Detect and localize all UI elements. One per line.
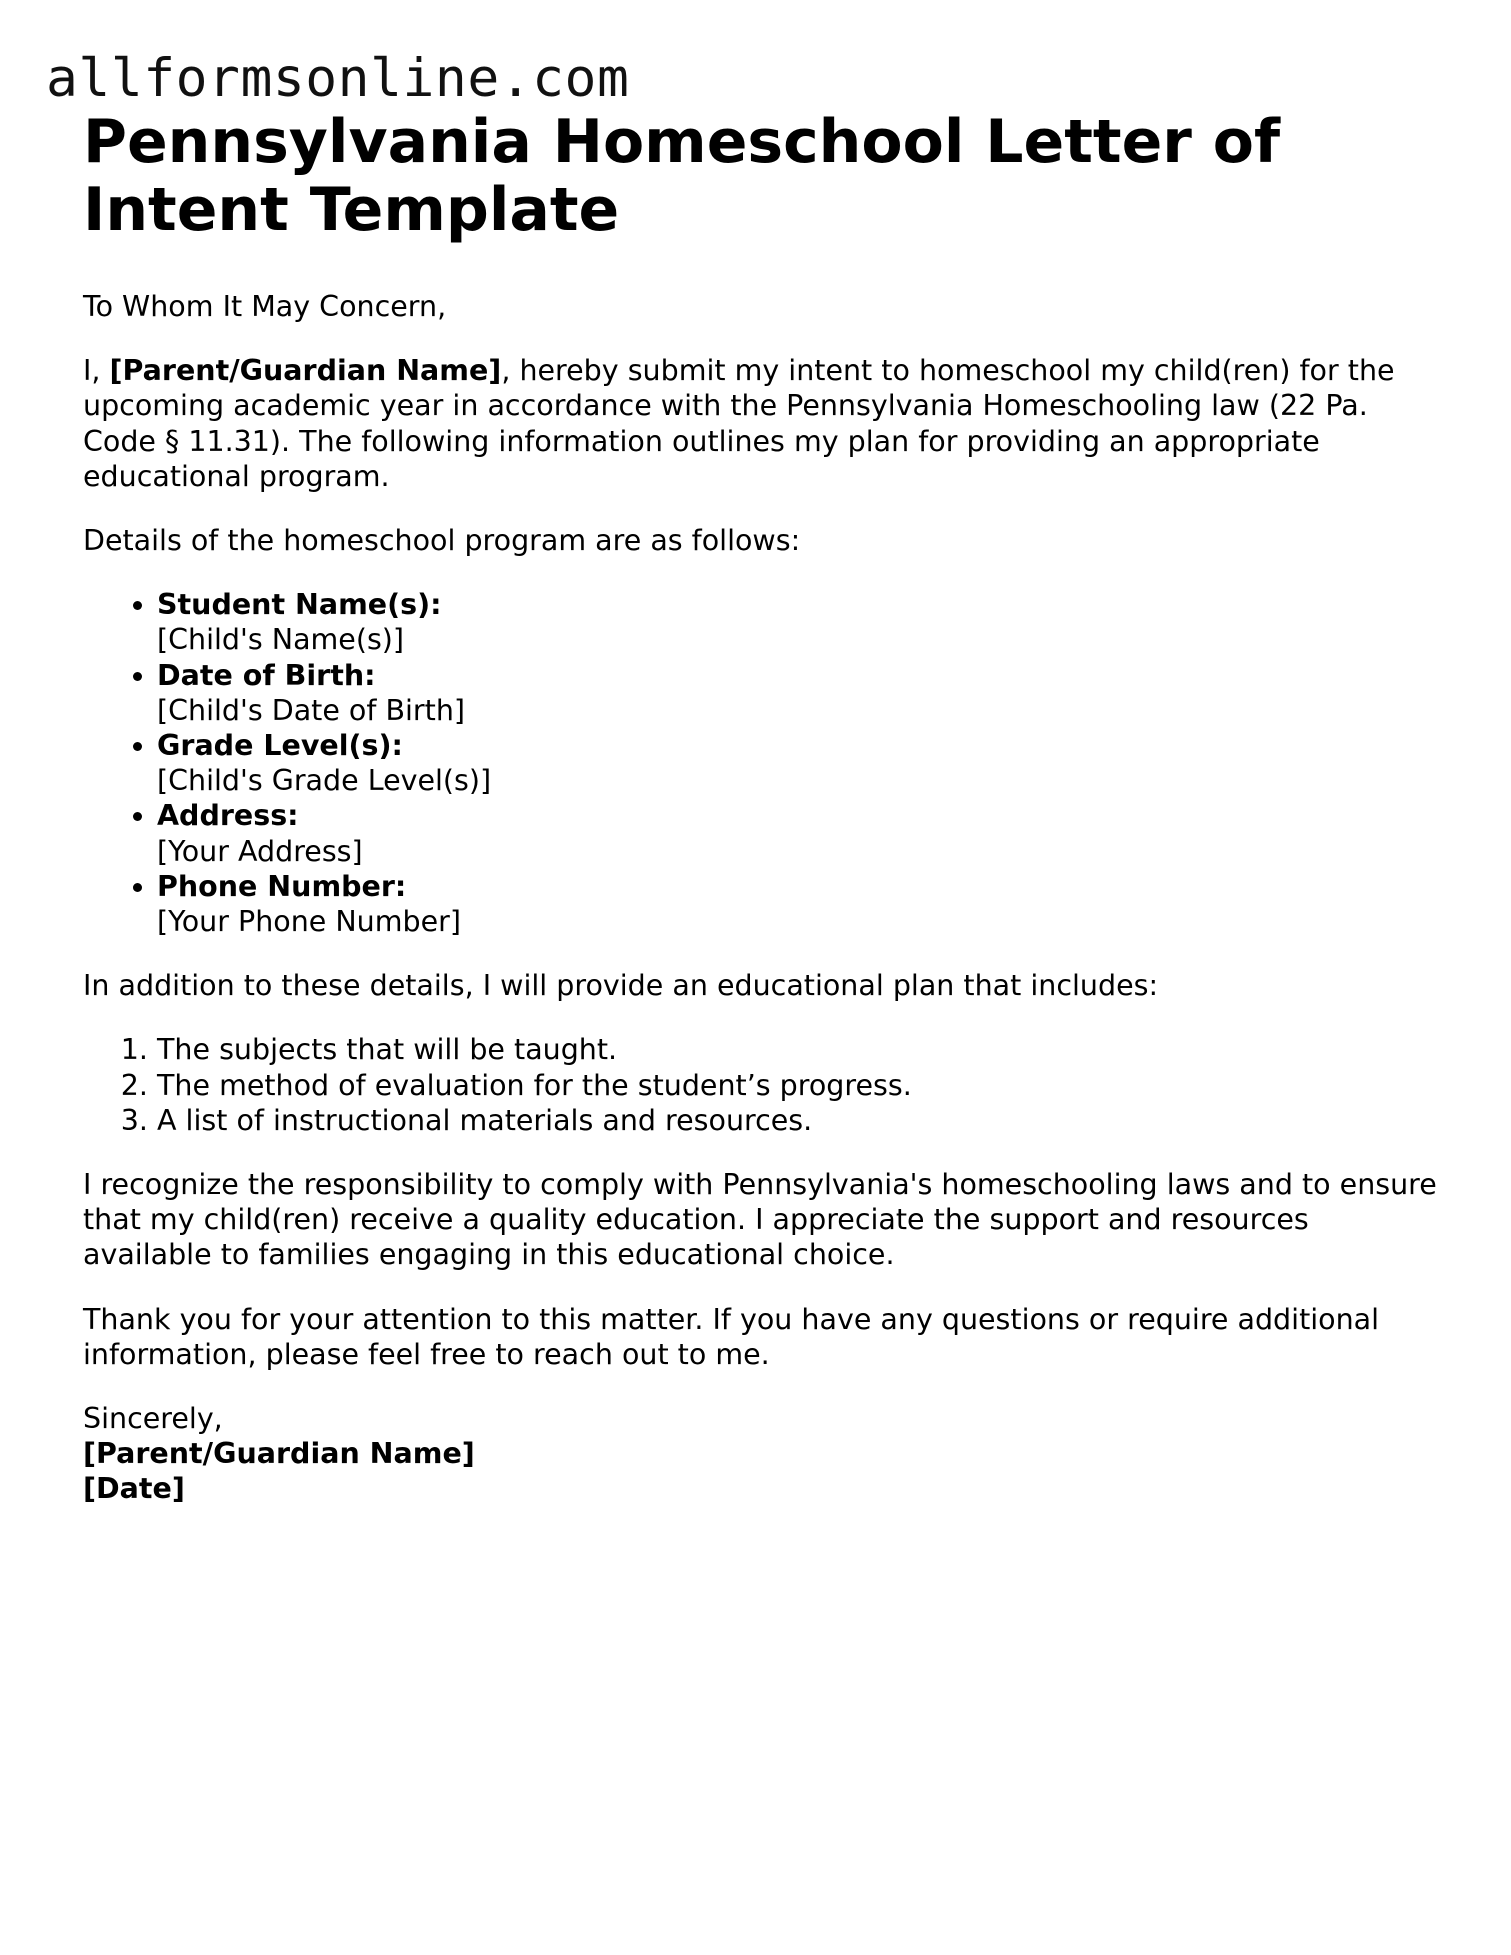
detail-value-student-names: [Child's Name(s)] — [157, 623, 405, 657]
list-item — [157, 869, 1443, 939]
list-item: 2. The method of evaluation for the student’s progress. — [157, 1068, 1443, 1103]
detail-label-address: • Address: — [157, 799, 299, 833]
detail-value-phone-number: [Your Phone Number] — [157, 905, 461, 939]
plan-intro: In addition to these details, I will provide an educational plan that includes: — [83, 969, 1159, 1003]
intro-prefix: I, — [83, 354, 110, 388]
list-item — [157, 587, 1443, 657]
salutation: To Whom It May Concern, — [83, 290, 447, 323]
signature-name-placeholder: [Parent/Guardian Name] — [83, 1437, 475, 1471]
detail-label-date-of-birth: • Date of Birth: — [157, 658, 376, 692]
intro-paragraph — [83, 353, 1443, 494]
details-list — [83, 587, 1443, 939]
valediction: Sincerely, — [83, 1402, 223, 1436]
details-intro: Details of the homeschool program are as follows: — [83, 524, 801, 558]
thanks-paragraph: Thank you for your attention to this matter. If you have any questions or require additional information, please feel free to reach out to me. — [83, 1302, 1380, 1371]
detail-value-grade-levels: [Child's Grade Level(s)] — [157, 764, 492, 798]
detail-value-date-of-birth: [Child's Date of Birth] — [157, 693, 466, 727]
intro-text: , hereby submit my intent to homeschool my child(ren) for the upcoming academic year in accordance with the Pennsylvania Homeschooling law (22 Pa. Code § 11.31). The following information outlines my plan for providing an appropriate educational program. — [83, 354, 1395, 493]
plan-list — [83, 1032, 1443, 1138]
date-placeholder: [Date] — [83, 1472, 185, 1506]
detail-label-phone-number: • Phone Number: — [157, 869, 407, 903]
page-title: Pennsylvania Homeschool Letter of Intent Template — [83, 107, 1281, 245]
list-item — [157, 658, 1443, 728]
responsibility-paragraph: I recognize the responsibility to comply with Pennsylvania's homeschooling laws and to ensure that my child(ren) receive a quality education. I appreciate the support and resources available to families engaging in this educational choice. — [83, 1168, 1437, 1272]
detail-value-address: [Your Address] — [157, 834, 363, 868]
parent-name-placeholder: [Parent/Guardian Name] — [109, 354, 502, 388]
detail-label-student-names: • Student Name(s): — [157, 588, 442, 622]
list-item — [157, 728, 1443, 798]
list-item: 3. A list of instructional materials and resources. — [157, 1103, 1443, 1138]
list-item: 1. The subjects that will be taught. — [157, 1032, 1443, 1067]
site-watermark: allformsonline.com — [46, 48, 630, 109]
closing-block — [83, 1401, 1443, 1507]
letter-document — [83, 108, 1443, 1507]
detail-label-grade-levels: • Grade Level(s): — [157, 729, 403, 763]
list-item — [157, 798, 1443, 868]
